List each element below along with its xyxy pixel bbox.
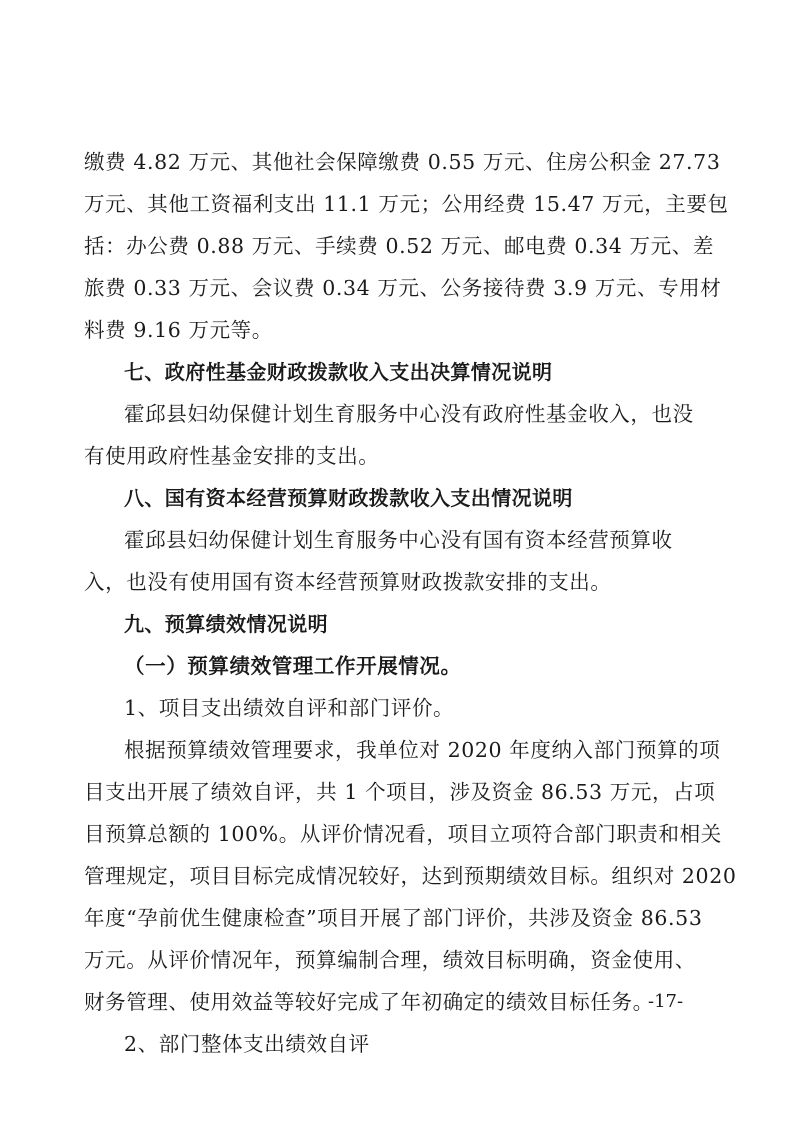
section-heading-8: 八、国有资本经营预算财政拨款收入支出情况说明 bbox=[124, 486, 573, 510]
body-text-line: 霍邱县妇幼保健计划生育服务中心没有国有资本经营预算收 bbox=[124, 528, 673, 552]
item-heading: 2、部门整体支出绩效自评 bbox=[124, 1032, 370, 1056]
body-text-line: 料费 9.16 万元等。 bbox=[84, 318, 273, 342]
body-text-line: 有使用政府性基金安排的支出。 bbox=[84, 444, 380, 468]
body-text-line: 财务管理、使用效益等较好完成了年初确定的绩效目标任务。 bbox=[84, 990, 654, 1014]
body-text-line: 根据预算绩效管理要求，我单位对 2020 年度纳入部门预算的项 bbox=[124, 738, 721, 762]
body-text-line: 万元。从评价情况年，预算编制合理，绩效目标明确，资金使用、 bbox=[84, 948, 696, 972]
subsection-heading: （一）预算绩效管理工作开展情况。 bbox=[124, 654, 462, 678]
body-text-line: 万元、其他工资福利支出 11.1 万元；公用经费 15.47 万元，主要包 bbox=[84, 192, 729, 216]
body-text-line: 缴费 4.82 万元、其他社会保障缴费 0.55 万元、住房公积金 27.73 bbox=[84, 150, 721, 174]
body-text-line: 括：办公费 0.88 万元、手续费 0.52 万元、邮电费 0.34 万元、差 bbox=[84, 234, 714, 258]
page-number: -17- bbox=[648, 991, 684, 1012]
body-text-line: 目预算总额的 100%。从评价情况看，项目立项符合部门职责和相关 bbox=[84, 822, 722, 846]
body-text-line: 旅费 0.33 万元、会议费 0.34 万元、公务接待费 3.9 万元、专用材 bbox=[84, 276, 722, 300]
body-text-line: 霍邱县妇幼保健计划生育服务中心没有政府性基金收入，也没 bbox=[124, 402, 694, 426]
body-text-line: 管理规定，项目目标完成情况较好，达到预期绩效目标。组织对 2020 bbox=[84, 864, 737, 888]
item-heading: 1、项目支出绩效自评和部门评价。 bbox=[124, 696, 455, 720]
body-text-line: 入，也没有使用国有资本经营预算财政拨款安排的支出。 bbox=[84, 570, 612, 594]
body-text-line: 年度“孕前优生健康检查”项目开展了部门评价，共涉及资金 86.53 bbox=[84, 906, 703, 930]
section-heading-9: 九、预算绩效情况说明 bbox=[124, 612, 328, 636]
body-text-line: 目支出开展了绩效自评，共 1 个项目，涉及资金 86.53 万元，占项 bbox=[84, 780, 716, 804]
section-heading-7: 七、政府性基金财政拨款收入支出决算情况说明 bbox=[124, 360, 553, 384]
